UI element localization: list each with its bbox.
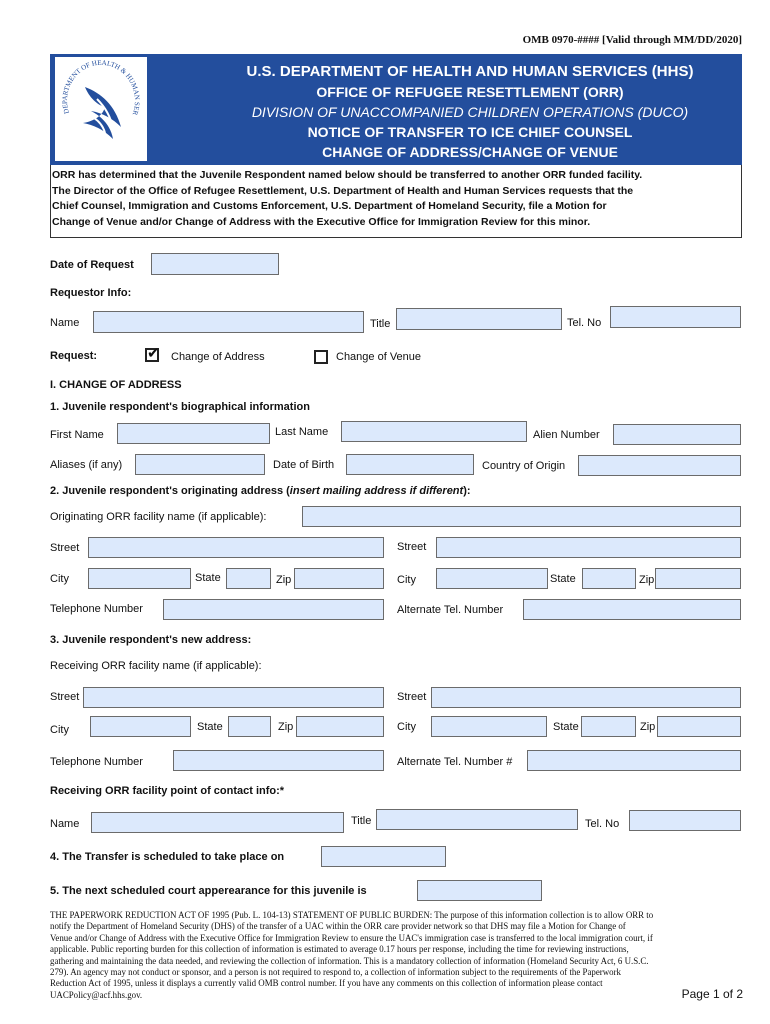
footer-line: THE PAPERWORK REDUCTION ACT OF 1995 (Pub. L. 104-13) STATEMENT OF PUBLIC BURDEN: The purpose of this information collection is to allow ORR to xyxy=(50,910,654,920)
section-change-of-address-heading: I. CHANGE OF ADDRESS xyxy=(50,379,182,391)
intro-line: ORR has determined that the Juvenile Respondent named below should be transferred to another ORR funded facility. xyxy=(52,169,643,181)
aliases-field[interactable] xyxy=(135,454,265,475)
orig-zip-label: Zip xyxy=(276,574,292,586)
change-of-venue-checkbox[interactable] xyxy=(314,350,328,364)
header-line-2: OFFICE OF REFUGEE RESETTLEMENT (ORR) xyxy=(316,84,624,100)
country-of-origin-field[interactable] xyxy=(578,455,741,476)
new-zip2-field[interactable] xyxy=(657,716,741,737)
header-line-4: NOTICE OF TRANSFER TO ICE CHIEF COUNSEL xyxy=(307,124,633,140)
orig-city-field[interactable] xyxy=(88,568,191,589)
new-city-field[interactable] xyxy=(90,716,191,737)
orig-state-field[interactable] xyxy=(226,568,271,589)
requestor-info-label: Requestor Info: xyxy=(50,287,132,299)
poc-tel-label: Tel. No xyxy=(585,818,620,830)
change-of-address-label: Change of Address xyxy=(171,351,265,363)
point-of-contact-heading: Receiving ORR facility point of contact info:* xyxy=(50,785,285,797)
orig-alt-tel-field[interactable] xyxy=(523,599,741,620)
check-mark-icon: ✔ xyxy=(147,345,160,362)
poc-name-field[interactable] xyxy=(91,812,344,833)
poc-name-label: Name xyxy=(50,818,80,830)
orig-street2-label: Street xyxy=(397,541,427,553)
first-name-field[interactable] xyxy=(117,423,270,444)
orig-street-label: Street xyxy=(50,542,80,554)
orig-state2-field[interactable] xyxy=(582,568,636,589)
svg-text:DEPARTMENT OF HEALTH & HUMAN S xyxy=(55,57,141,116)
new-telephone-label: Telephone Number xyxy=(50,756,143,768)
originating-facility-field[interactable] xyxy=(302,506,741,527)
footer-line: UACPolicy@acf.hhs.gov. xyxy=(50,989,143,1000)
poc-title-label: Title xyxy=(351,815,372,827)
new-state2-label: State xyxy=(553,721,579,733)
omb-number: OMB 0970-#### [Valid through MM/DD/2020] xyxy=(522,34,742,46)
date-of-birth-field[interactable] xyxy=(346,454,474,475)
new-city2-field[interactable] xyxy=(431,716,547,737)
court-appearance-label: 5. The next scheduled court apperearance for this juvenile is xyxy=(50,885,367,897)
receiving-facility-label: Receiving ORR facility name (if applicable): xyxy=(50,660,262,672)
orig-telephone-field[interactable] xyxy=(163,599,384,620)
orig-zip-field[interactable] xyxy=(294,568,384,589)
orig-city2-label: City xyxy=(397,574,416,586)
requestor-title-field[interactable] xyxy=(396,308,562,330)
orig-state2-label: State xyxy=(550,573,576,585)
footer-line: 279). An agency may not conduct or sponsor, and a person is not required to respond to, a collection of information subject to the requirements of the Paperwork xyxy=(50,967,621,978)
date-of-request-field[interactable] xyxy=(151,253,279,275)
poc-title-field[interactable] xyxy=(376,809,578,830)
date-of-request-label: Date of Request xyxy=(50,259,134,271)
biographical-heading: 1. Juvenile respondent's biographical information xyxy=(50,401,310,413)
new-street-field[interactable] xyxy=(83,687,384,708)
new-city2-label: City xyxy=(397,721,416,733)
footer-line: notify the Department of Homeland Security (DHS) of the transfer of a UAC within the ORR care provider network so that DHS may file a Motion for Change of xyxy=(50,921,626,932)
orig-telephone-label: Telephone Number xyxy=(50,603,143,615)
intro-line: Chief Counsel, Immigration and Customs Enforcement, U.S. Department of Homeland Security, file a Motion for xyxy=(52,200,607,212)
orig-zip2-field[interactable] xyxy=(655,568,741,589)
new-telephone-field[interactable] xyxy=(173,750,384,771)
orig-city-label: City xyxy=(50,573,69,585)
alien-number-label: Alien Number xyxy=(533,429,600,441)
new-zip-label: Zip xyxy=(278,721,294,733)
change-of-venue-label: Change of Venue xyxy=(336,351,422,363)
page-number: Page 1 of 2 xyxy=(681,987,743,1001)
footer-line: gathering and maintaining the data needed, and reviewing the collection of information. This is a mandatory collection of information (Homeland Security Act, 6 U.S.C. xyxy=(50,955,649,966)
new-alt-tel-label: Alternate Tel. Number # xyxy=(397,756,513,768)
change-of-address-checkbox[interactable] xyxy=(145,345,160,362)
new-zip-field[interactable] xyxy=(296,716,384,737)
originating-address-heading: 2. Juvenile respondent's originating address (insert mailing address if different): xyxy=(50,485,471,497)
transfer-date-field[interactable] xyxy=(321,846,446,867)
new-zip2-label: Zip xyxy=(640,721,656,733)
header-line-1: U.S. DEPARTMENT OF HEALTH AND HUMAN SERVICES (HHS) xyxy=(246,63,694,80)
aliases-label: Aliases (if any) xyxy=(50,459,123,471)
transfer-date-label: 4. The Transfer is scheduled to take place on xyxy=(50,851,285,863)
country-of-origin-label: Country of Origin xyxy=(482,460,566,472)
court-appearance-field[interactable] xyxy=(417,880,542,901)
hhs-seal-icon xyxy=(55,57,147,161)
requestor-name-label: Name xyxy=(50,317,80,329)
intro-line: Change of Venue and/or Change of Address with the Executive Office for Immigration Review for this minor. xyxy=(52,215,591,228)
originating-facility-label: Originating ORR facility name (if applicable): xyxy=(50,511,267,523)
new-address-heading: 3. Juvenile respondent's new address: xyxy=(50,634,252,646)
new-state2-field[interactable] xyxy=(581,716,636,737)
hhs-seal-logo xyxy=(55,57,147,161)
orig-street2-field[interactable] xyxy=(436,537,741,558)
header-line-5: CHANGE OF ADDRESS/CHANGE OF VENUE xyxy=(322,144,618,160)
new-state-field[interactable] xyxy=(228,716,271,737)
poc-tel-field[interactable] xyxy=(629,810,741,831)
new-street2-label: Street xyxy=(397,691,427,703)
paperwork-reduction-statement xyxy=(50,910,750,1001)
orig-zip2-label: Zip xyxy=(639,574,655,586)
new-alt-tel-field[interactable] xyxy=(527,750,741,771)
footer-line: Reduction Act of 1995, unless it displays a currently valid OMB control number. If you have any comments on this collection of information please contact xyxy=(50,978,603,989)
footer-line: Venue and/or Change of Address with the Executive Office for Immigration Review to ensure the UAC's immigration case is transferred to the local immigration court, if xyxy=(50,932,653,943)
orig-city2-field[interactable] xyxy=(436,568,548,589)
new-city-label: City xyxy=(50,724,69,736)
intro-paragraph xyxy=(52,168,742,238)
header-line-3: DIVISION OF UNACCOMPANIED CHILDREN OPERATIONS (DUCO) xyxy=(251,104,689,120)
first-name-label: First Name xyxy=(50,429,104,441)
intro-line: The Director of the Office of Refugee Resettlement, U.S. Department of Health and Human Services requests that the xyxy=(52,184,634,197)
seal-text: DEPARTMENT OF HEALTH & HUMAN SER xyxy=(60,58,142,116)
date-of-birth-label: Date of Birth xyxy=(273,459,335,471)
request-label: Request: xyxy=(50,350,98,362)
requestor-tel-field[interactable] xyxy=(610,306,741,328)
footer-line: applicable. Public reporting burden for this collection of information is estimated to average 0.17 hours per response, including the time for reviewing instructions, xyxy=(50,944,629,955)
requestor-title-label: Title xyxy=(370,318,391,330)
requestor-name-field[interactable] xyxy=(93,311,364,333)
alien-number-field[interactable] xyxy=(613,424,741,445)
requestor-tel-label: Tel. No xyxy=(567,317,602,329)
new-street-label: Street xyxy=(50,691,80,703)
orig-alt-tel-label: Alternate Tel. Number xyxy=(397,604,504,616)
orig-street-field[interactable] xyxy=(88,537,384,558)
new-street2-field[interactable] xyxy=(431,687,741,708)
orig-state-label: State xyxy=(195,572,221,584)
last-name-label: Last Name xyxy=(275,426,329,438)
new-state-label: State xyxy=(197,721,223,733)
last-name-field[interactable] xyxy=(341,421,527,442)
